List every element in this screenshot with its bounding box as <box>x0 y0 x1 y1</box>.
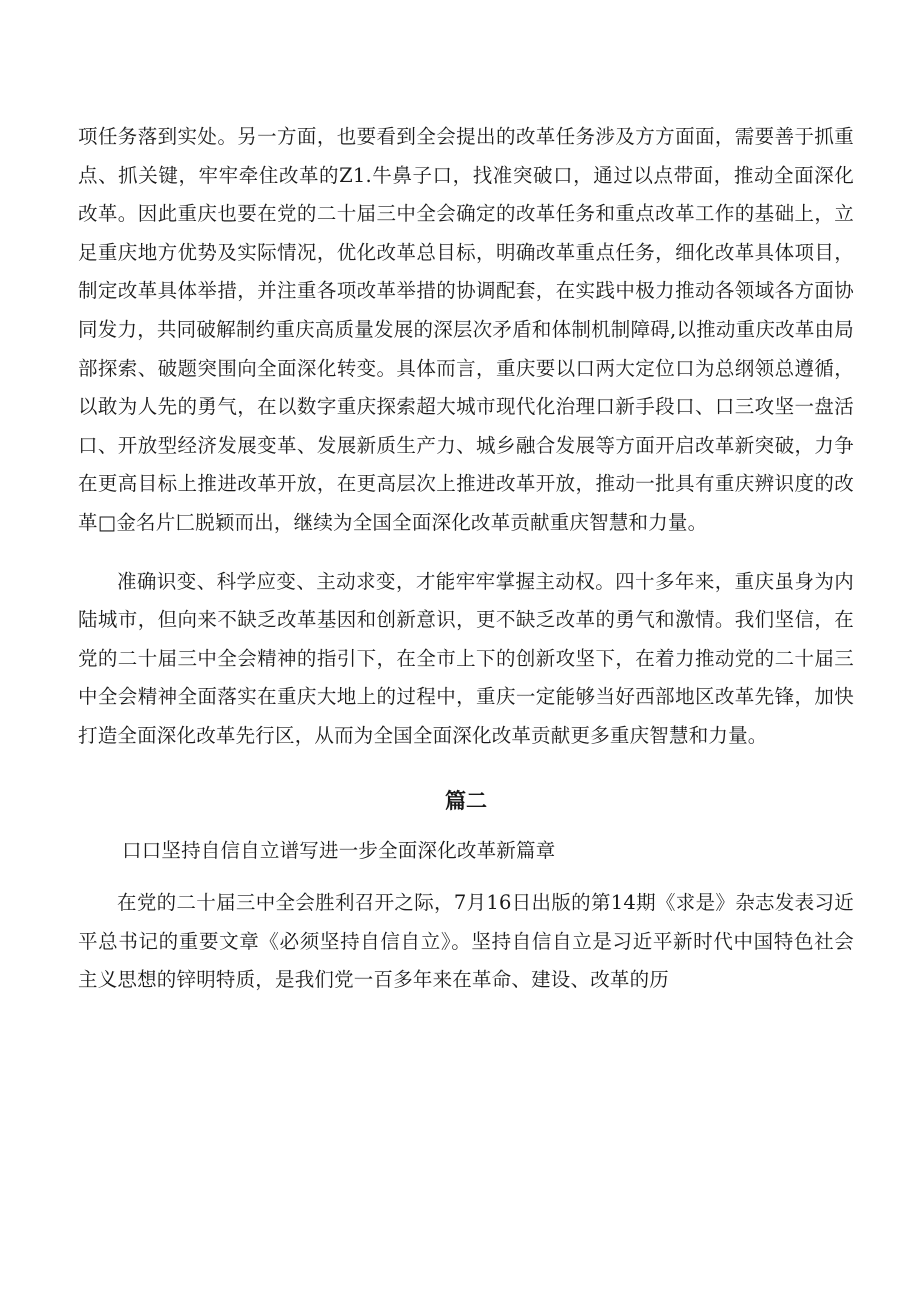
body-paragraph-2: 准确识变、科学应变、主动求变，才能牢牢掌握主动权。四十多年来，重庆虽身为内陆城市，但向来不缺乏改革基因和创新意识，更不缺乏改革的勇气和激情。我们坚信，在党的二十届三中全会精神的指引下，在全市上下的创新攻坚下，在着力推动党的二十届三中全会精神全面落实在重庆大地上的过程中，重庆一定能够当好西部地区改革先锋，加快打造全面深化改革先行区，从而为全国全面深化改革贡献更多重庆智慧和力量。 <box>78 569 854 747</box>
document-body <box>78 118 854 1000</box>
section-subtitle: 口口坚持自信自立谱写进一步全面深化改革新篇章 <box>122 838 556 862</box>
body-paragraph-1: 项任务落到实处。另一方面，也要看到全会提出的改革任务涉及方方面面，需要善于抓重点、抓关键，牢牢牵住改革的Z1.牛鼻子口，找准突破口，通过以点带面，推动全面深化改革。因此重庆也要在党的二十届三中全会确定的改革任务和重点改革工作的基础上，立足重庆地方优势及实际情况，优化改革总目标，明确改革重点任务，细化改革具体项目，制定改革具体举措，并注重各项改革举措的协调配套，在实践中极力推动各领域各方面协同发力，共同破解制约重庆高质量发展的深层次矛盾和体制机制障碍,以推动重庆改革由局部探索、破题突围向全面深化转变。具体而言，重庆要以口两大定位口为总纲领总遵循，以敢为人先的勇气，在以数字重庆探索超大城市现代化治理口新手段口、口三攻坚一盘活口、开放型经济发展变革、发展新质生产力、城乡融合发展等方面开启改革新突破，力争在更高目标上推进改革开放，在更高层次上推进改革开放，推动一批具有重庆辨识度的改革□金名片匚脱颖而出，继续为全国全面深化改革贡献重庆智慧和力量。 <box>78 125 854 534</box>
section-paragraph: 在党的二十届三中全会胜利召开之际，7月16日出版的第14期《求是》杂志发表习近平总书记的重要文章《必须坚持自信自立》。坚持自信自立是习近平新时代中国特色社会主义思想的锌明特质，是我们党一百多年来在革命、建设、改革的历 <box>78 891 854 992</box>
section-heading: 篇二 <box>445 788 487 813</box>
